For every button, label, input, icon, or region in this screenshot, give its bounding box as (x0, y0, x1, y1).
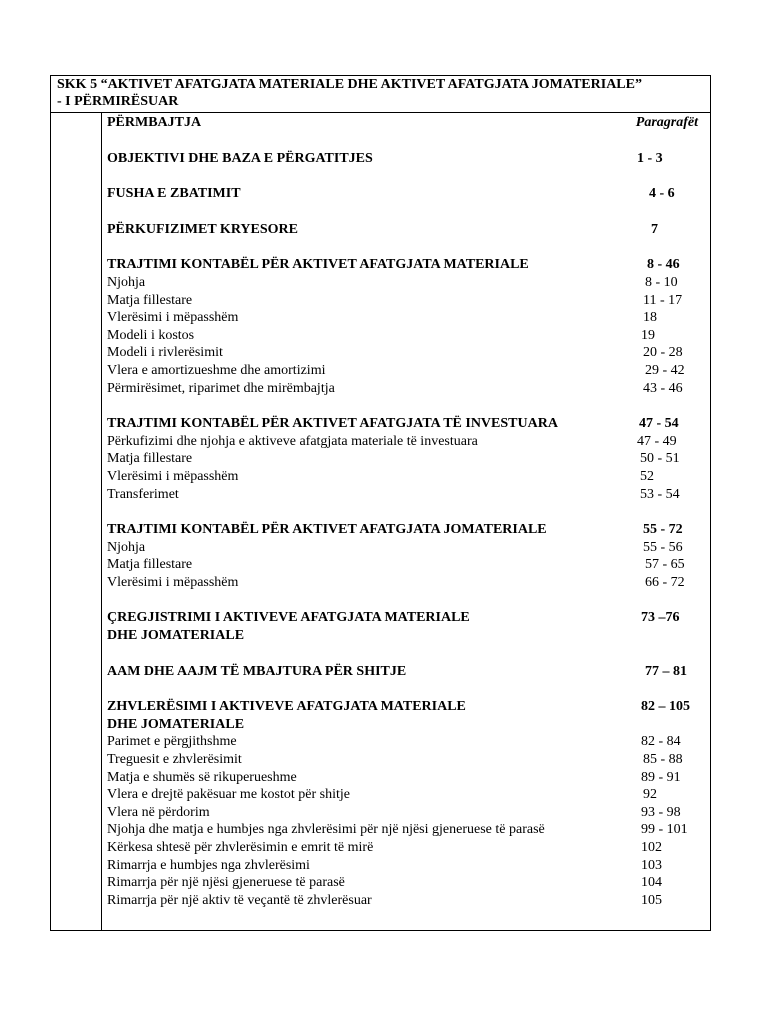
section-para: 7 (651, 221, 658, 237)
list-item: Njohja dhe matja e humbjes nga zhvlerësimi për një njësi gjeneruese të parasë 99 - 101 (107, 822, 688, 838)
section-para: 55 - 72 (643, 522, 683, 538)
list-item: Kërkesa shtesë për zhvlerësimin e emrit të mirë 102 (107, 840, 662, 855)
toc-section-scope (107, 185, 698, 203)
toc-section-objectives (107, 150, 698, 168)
list-item: Vlera në përdorim 93 - 98 (107, 804, 681, 820)
title-line-1: SKK 5 “AKTIVET AFATGJATA MATERIALE DHE AKTIVET AFATGJATA JOMATERIALE” (57, 77, 642, 92)
list-item: Vlera e drejtë pakësuar me kostot për shitje 92 (107, 787, 657, 803)
list-item: Parimet e përgjithshme 82 - 84 (107, 734, 681, 750)
section-title: TRAJTIMI KONTABËL PËR AKTIVET AFATGJATA JOMATERIALE (107, 522, 547, 538)
toc-section-investment (107, 415, 698, 433)
list-item: Rimarrja për një njësi gjeneruese të parasë 104 (107, 875, 662, 891)
list-item: Transferimet 53 - 54 (107, 486, 680, 502)
section-title: TRAJTIMI KONTABËL PËR AKTIVET AFATGJATA MATERIALE (107, 257, 529, 273)
section-title: ZHVLERËSIMI I AKTIVEVE AFATGJATA MATERIALE (107, 699, 466, 715)
list-item: Vlera e amortizueshme dhe amortizimi 29 - 42 (107, 362, 685, 378)
toc-heading: PËRMBAJTJA (107, 115, 202, 130)
list-item: Përkufizimi dhe njohja e aktiveve afatgjata materiale të investuara 47 - 49 (107, 433, 677, 449)
toc-section-held-for-sale (107, 663, 698, 681)
section-title-cont: DHE JOMATERIALE (107, 716, 245, 732)
section-para: 82 – 105 (641, 699, 690, 715)
list-item: Rimarrja e humbjes nga zhvlerësimi 103 (107, 857, 662, 873)
title-line-2: - I PËRMIRËSUAR (57, 94, 179, 109)
toc-section-impairment (107, 698, 698, 716)
section-title-cont: DHE JOMATERIALE (107, 628, 245, 644)
toc-section-impairment-cont (107, 716, 698, 734)
list-item: Vlerësimi i mëpasshëm 52 (107, 468, 654, 484)
list-item: Matja fillestare 11 - 17 (107, 292, 683, 308)
list-item: Njohja 8 - 10 (107, 274, 678, 290)
column-divider (101, 113, 102, 930)
section-para: 47 - 54 (639, 416, 679, 432)
section-para: 1 - 3 (637, 150, 663, 166)
section-para: 4 - 6 (649, 186, 675, 202)
list-item: Matja fillestare 57 - 65 (107, 557, 685, 573)
toc-section-intangible (107, 521, 698, 539)
section-title: AAM DHE AAJM TË MBAJTURA PËR SHITJE (107, 663, 407, 679)
toc-heading-right: Paragrafët (635, 115, 698, 130)
section-title: TRAJTIMI KONTABËL PËR AKTIVET AFATGJATA TË INVESTUARA (107, 416, 558, 432)
list-item: Vlerësimi i mëpasshëm 18 (107, 310, 657, 326)
section-title: PËRKUFIZIMET KRYESORE (107, 221, 299, 237)
section-title: OBJEKTIVI DHE BAZA E PËRGATITJES (107, 150, 373, 166)
list-item: Modeli i kostos 19 (107, 327, 655, 343)
section-title: FUSHA E ZBATIMIT (107, 186, 241, 202)
list-item: Njohja 55 - 56 (107, 539, 683, 555)
list-item: Treguesit e zhvlerësimit 85 - 88 (107, 752, 683, 768)
list-item: Matja fillestare 50 - 51 (107, 451, 680, 467)
list-item: Matja e shumës së rikuperueshme 89 - 91 (107, 769, 681, 785)
table-of-contents (107, 114, 698, 909)
document-table (50, 75, 711, 931)
list-item: Rimarrja për një aktiv të veçantë të zhvlerësuar 105 (107, 892, 662, 908)
list-item: Përmirësimet, riparimet dhe mirëmbajtja 43 - 46 (107, 380, 683, 396)
section-para: 77 – 81 (645, 663, 687, 679)
toc-section-definitions (107, 221, 698, 239)
section-title: ÇREGJISTRIMI I AKTIVEVE AFATGJATA MATERIALE (107, 610, 470, 626)
toc-section-tangible (107, 256, 698, 274)
section-para: 73 –76 (641, 610, 680, 626)
list-item: Vlerësimi i mëpasshëm 66 - 72 (107, 574, 685, 590)
toc-section-derecognition (107, 609, 698, 627)
toc-section-derecognition-cont (107, 627, 698, 645)
toc-heading-row (107, 114, 698, 132)
document-title (51, 76, 710, 113)
section-para: 8 - 46 (647, 257, 680, 273)
list-item: Modeli i rivlerësimit 20 - 28 (107, 345, 683, 361)
